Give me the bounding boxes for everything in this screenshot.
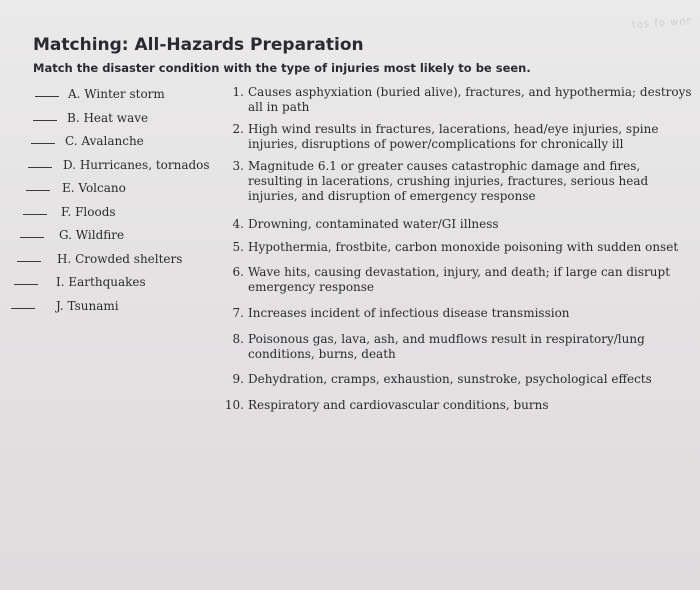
injury-number: 2.: [232, 122, 244, 136]
answer-blank[interactable]: [33, 120, 57, 121]
condition-label: F. Floods: [61, 204, 116, 219]
answer-blank[interactable]: [17, 261, 41, 262]
answer-blank[interactable]: [26, 190, 50, 191]
injury-item: [224, 217, 698, 232]
injury-text: High wind results in fractures, lacerations, head/eye injuries, spine injuries, disruptions of power/complications for chronically ill: [248, 122, 659, 151]
condition-label: J. Tsunami: [56, 298, 119, 313]
injury-item: [224, 159, 698, 204]
injury-number: 10.: [224, 398, 244, 412]
page-title: Matching: All-Hazards Preparation: [33, 35, 364, 55]
condition-item: [0, 155, 215, 179]
condition-label: I. Earthquakes: [56, 275, 146, 289]
condition-item: [0, 249, 215, 273]
condition-item: [0, 108, 215, 132]
injury-item: [224, 265, 698, 295]
injury-number: 4.: [232, 217, 244, 231]
injury-number: 7.: [232, 306, 244, 320]
injury-number: 5.: [232, 240, 244, 254]
injury-number: 3.: [232, 159, 244, 173]
injury-item: [224, 306, 698, 321]
condition-item: [0, 178, 215, 202]
injury-item: [224, 240, 698, 255]
condition-item: [0, 131, 215, 155]
condition-item: [0, 202, 215, 226]
instructions: Match the disaster condition with the type of injuries most likely to be seen.: [33, 61, 531, 75]
injury-text: Hypothermia, frostbite, carbon monoxide poisoning with sudden onset: [248, 240, 679, 254]
condition-item: [0, 296, 215, 320]
injury-text: Poisonous gas, lava, ash, and mudflows result in respiratory/lung conditions, burns, death: [248, 332, 645, 361]
bleed-through-text: tos fo wor: [632, 15, 693, 32]
injury-number: 6.: [232, 265, 244, 279]
injury-text: Respiratory and cardiovascular conditions, burns: [248, 398, 549, 412]
injury-number: 1.: [232, 85, 244, 99]
injury-number: 9.: [232, 372, 244, 386]
injury-item: [224, 85, 698, 115]
answer-blank[interactable]: [28, 167, 52, 168]
condition-label: D. Hurricanes, tornados: [63, 157, 210, 172]
condition-label: G. Wildfire: [59, 228, 125, 242]
injury-item: [224, 122, 698, 152]
answer-blank[interactable]: [11, 308, 35, 309]
condition-label: E. Volcano: [62, 181, 126, 195]
condition-item: [0, 272, 215, 296]
injury-text: Causes asphyxiation (buried alive), fractures, and hypothermia; destroys all in path: [248, 85, 692, 114]
conditions-list: [0, 84, 215, 319]
injury-text: Drowning, contaminated water/GI illness: [248, 217, 499, 231]
injury-item: [224, 398, 698, 413]
condition-label: C. Avalanche: [65, 134, 144, 148]
condition-item: [0, 84, 215, 108]
injury-item: [224, 332, 698, 362]
injury-text: Increases incident of infectious disease transmission: [248, 306, 570, 320]
injury-number: 8.: [232, 332, 244, 346]
condition-label: A. Winter storm: [68, 87, 165, 101]
injury-item: [224, 372, 698, 387]
answer-blank[interactable]: [23, 214, 47, 215]
injury-text: Dehydration, cramps, exhaustion, sunstroke, psychological effects: [248, 372, 652, 386]
answer-blank[interactable]: [20, 237, 44, 238]
condition-label: H. Crowded shelters: [57, 251, 183, 266]
injury-text: Wave hits, causing devastation, injury, and death; if large can disrupt emergency response: [248, 265, 671, 294]
answer-blank[interactable]: [14, 284, 38, 285]
answer-blank[interactable]: [35, 96, 59, 97]
injury-text: Magnitude 6.1 or greater causes catastrophic damage and fires, resulting in lacerations, crushing injuries, fractures, serious head injuries, and disruption of emergency response: [248, 159, 649, 203]
condition-label: B. Heat wave: [67, 110, 149, 125]
condition-item: [0, 225, 215, 249]
answer-blank[interactable]: [31, 143, 55, 144]
